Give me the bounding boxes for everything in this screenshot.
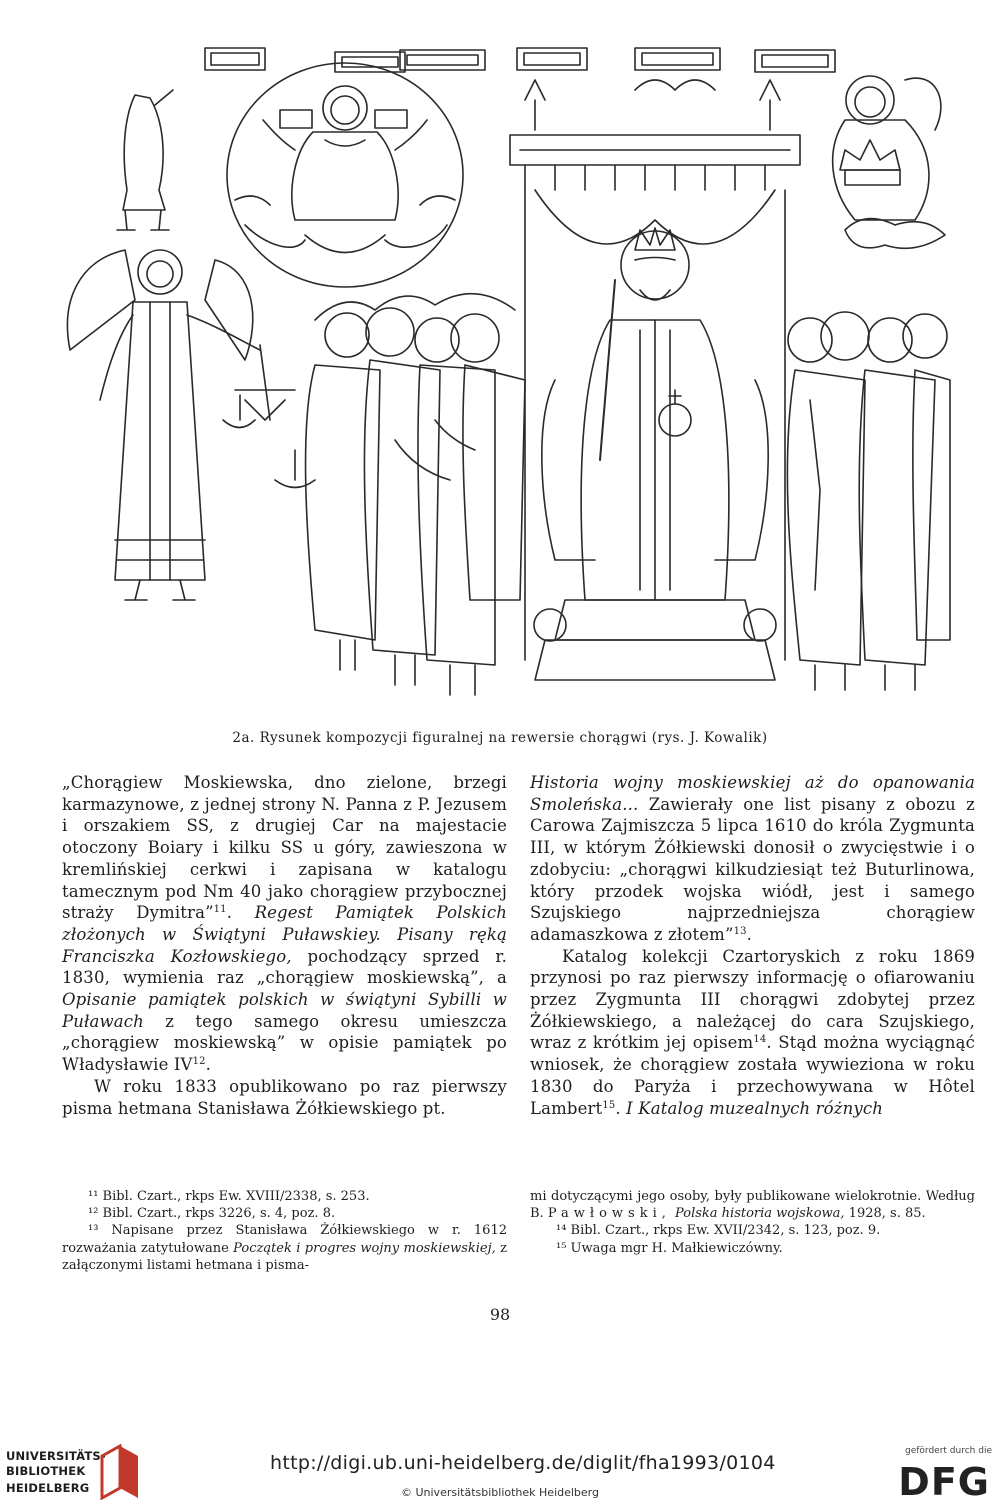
footnote-ref[interactable]: 12 bbox=[192, 1056, 206, 1068]
figure-caption: 2a. Rysunek kompozycji figuralnej na rewersie chorągwi (rys. J. Kowalik) bbox=[232, 730, 768, 746]
figure-drawing bbox=[55, 40, 955, 700]
footnote-ref[interactable]: 15 bbox=[602, 1099, 616, 1111]
tsar-on-throne-under-canopy bbox=[510, 80, 800, 680]
text: . bbox=[746, 924, 752, 944]
footnote-14: ¹⁴ Bibl. Czart., rkps Ew. XVII/2342, s. 123, poz. 9. bbox=[556, 1223, 881, 1239]
angel-with-crown bbox=[833, 76, 945, 248]
title-italic: I Katalog muzealnych różnych bbox=[626, 1098, 884, 1118]
library-city: HEIDELBERG bbox=[6, 1481, 90, 1495]
footnote-12: ¹² Bibl. Czart., rkps 3226, s. 4, poz. 8. bbox=[88, 1206, 336, 1222]
footnotes-right bbox=[530, 1188, 975, 1257]
footnote-15: ¹⁵ Uwaga mgr H. Małkiewiczówny. bbox=[556, 1240, 783, 1256]
text: Zawierały one list pisany z obozu z Carowa Zajmiszcza 5 lipca 1610 do króla Zygmunta III, w którym Żółkiewski donosił o zwycięstwie i o zdobyciu: „chorągwi kilkudziesiąt też Buturlinowa, który przodek wojska wiódł, jest i samego Szujskiego najprzedniejsza chorągiew adamaszkowa z złotem” bbox=[530, 794, 975, 944]
footnotes-left bbox=[62, 1188, 507, 1274]
inscription-frames bbox=[205, 48, 835, 72]
text: pochodzący sprzed r. 1830, wymienia raz „chorągiew moskiewską”, a bbox=[62, 946, 507, 988]
text: . bbox=[205, 1055, 212, 1075]
text: . bbox=[226, 903, 255, 923]
footnote-ref[interactable]: 11 bbox=[213, 904, 227, 916]
archangel-with-scales bbox=[67, 250, 315, 600]
text: ¹³ Napisane przez Stanisława Żółkiewskiego w r. 1612 rozważania zatytułowane bbox=[62, 1223, 507, 1256]
footnote-13-continued bbox=[530, 1188, 975, 1222]
text: z załączonymi listami hetmana i pisma- bbox=[62, 1240, 507, 1273]
title-italic: Historia wojny moskiewskiej aż do opanowania Smoleńska... bbox=[530, 773, 975, 814]
footnote-ref[interactable]: 13 bbox=[733, 925, 747, 937]
copyright-notice: © Universitätsbibliothek Heidelberg bbox=[400, 1486, 599, 1499]
text: . bbox=[615, 1098, 627, 1118]
text: z tego samego okresu umieszcza „chorągiew moskiewską” w opisie pamiątek po Władysławie IV bbox=[62, 1011, 507, 1075]
quote-text: „Chorągiew Moskiewska, dno zielone, brzegi karmazynowe, z jednej strony N. Panna z P. Jezusem i orszakiem SS, z drugiej Car na majestacie otoczony Boiary i kilku SS u góry, zawieszona w kremlińskiej cerkwi i zapisana w katalogu tamecznym pod Nm 40 jako chorągiew przybocznej straży Dymitra” bbox=[62, 773, 507, 923]
permalink-url[interactable]: http://digi.ub.uni-heidelberg.de/diglit/fha1993/0104 bbox=[270, 1452, 776, 1474]
title-italic: Regest Pamiątek Polskich złożonych w Świątyni Puławskiey. Pisany ręką Franciszka Kozłowskiego, bbox=[62, 903, 507, 966]
christ-medallion bbox=[227, 63, 463, 287]
viewer-footer bbox=[0, 1430, 1000, 1510]
library-name bbox=[6, 1449, 106, 1479]
paragraph: W roku 1833 opublikowano po raz pierwszy pisma hetmana Stanisława Żółkiewskiego pt. bbox=[62, 1076, 507, 1118]
library-name-line: BIBLIOTHEK bbox=[6, 1464, 86, 1478]
library-name-line: UNIVERSITÄTS- bbox=[6, 1449, 106, 1463]
body-column-left bbox=[62, 772, 507, 1457]
title-italic: Polska historia wojskowa, bbox=[675, 1206, 845, 1222]
funding-label: gefördert durch die bbox=[905, 1446, 992, 1456]
footnote-ref[interactable]: 14 bbox=[753, 1034, 767, 1046]
text: Katalog kolekcji Czartoryskich z roku 1869 przynosi po raz pierwszy informację o ofiarowaniu przez Zygmunta III chorągwi zdobytej przez Żółkiewskiego, a należącej do cara Szujskiego, wraz z krótkim jej opisem bbox=[530, 946, 975, 1053]
footnote-11: ¹¹ Bibl. Czart., rkps Ew. XVIII/2338, s. 253. bbox=[88, 1189, 370, 1204]
apostles-group bbox=[306, 294, 525, 695]
text: . Stąd można wyciągnąć wniosek, że chorągiew została wywieziona w roku 1830 do Paryża i przechowywana w Hôtel Lambert bbox=[530, 1033, 976, 1118]
saint-figure-upper-left bbox=[117, 90, 173, 230]
author-name: Pawłowski, bbox=[547, 1206, 671, 1222]
paragraph bbox=[530, 946, 975, 1120]
dfg-logo: DFG bbox=[898, 1460, 990, 1504]
body-column-right bbox=[530, 772, 975, 1457]
text: mi dotyczącymi jego osoby, były publikowane wielokrotnie. Według B. bbox=[530, 1189, 975, 1222]
paragraph bbox=[530, 772, 975, 946]
paragraph bbox=[62, 772, 507, 1076]
title-italic: Początek i progres wojny moskiewskiej, bbox=[233, 1240, 496, 1256]
boyars-group bbox=[787, 312, 950, 690]
page-number: 98 bbox=[489, 1305, 511, 1324]
text: 1928, s. 85. bbox=[844, 1206, 926, 1222]
title-italic: Opisanie pamiątek polskich w świątyni Sybilli w Puławach bbox=[62, 990, 507, 1031]
footnote-13 bbox=[62, 1222, 507, 1274]
